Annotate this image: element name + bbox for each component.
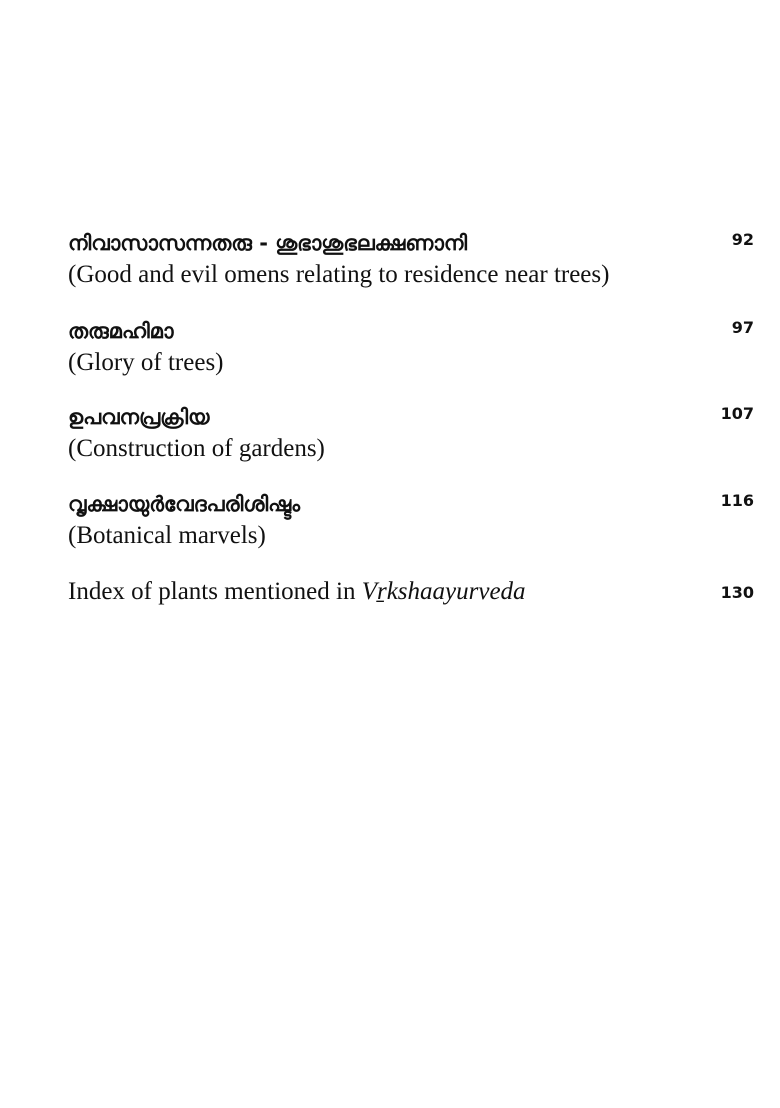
entry-title [68, 575, 754, 609]
page-number: 107 [720, 404, 754, 423]
entry-title: വൃക്ഷായുർവേദപരിശിഷ്ടം [68, 492, 301, 516]
toc-entry-index [68, 575, 754, 609]
index-book-title: Vṟkshaayurveda [361, 578, 526, 605]
entry-title: തരുമഹിമാ [68, 319, 174, 343]
toc-entry [68, 316, 754, 380]
entry-subtitle: (Botanical marvels) [68, 522, 266, 549]
entry-subtitle: (Construction of gardens) [68, 435, 325, 462]
page-number: 116 [720, 491, 754, 510]
toc-entry [68, 228, 754, 292]
page-number: 92 [731, 230, 754, 249]
toc-entry [68, 489, 754, 553]
page-number: 97 [731, 318, 754, 337]
entry-title: ഉപവനപ്രക്രിയ [68, 405, 210, 429]
index-text: Index of plants mentioned in [68, 578, 362, 605]
entry-subtitle: (Good and evil omens relating to residence near trees) [68, 261, 610, 288]
page-number: 130 [720, 583, 754, 602]
entry-subtitle: (Glory of trees) [68, 349, 224, 376]
entry-title: നിവാസാസന്നതരു - ശുഭാശുഭലക്ഷണാനി [68, 231, 468, 255]
toc-entry [68, 402, 754, 466]
